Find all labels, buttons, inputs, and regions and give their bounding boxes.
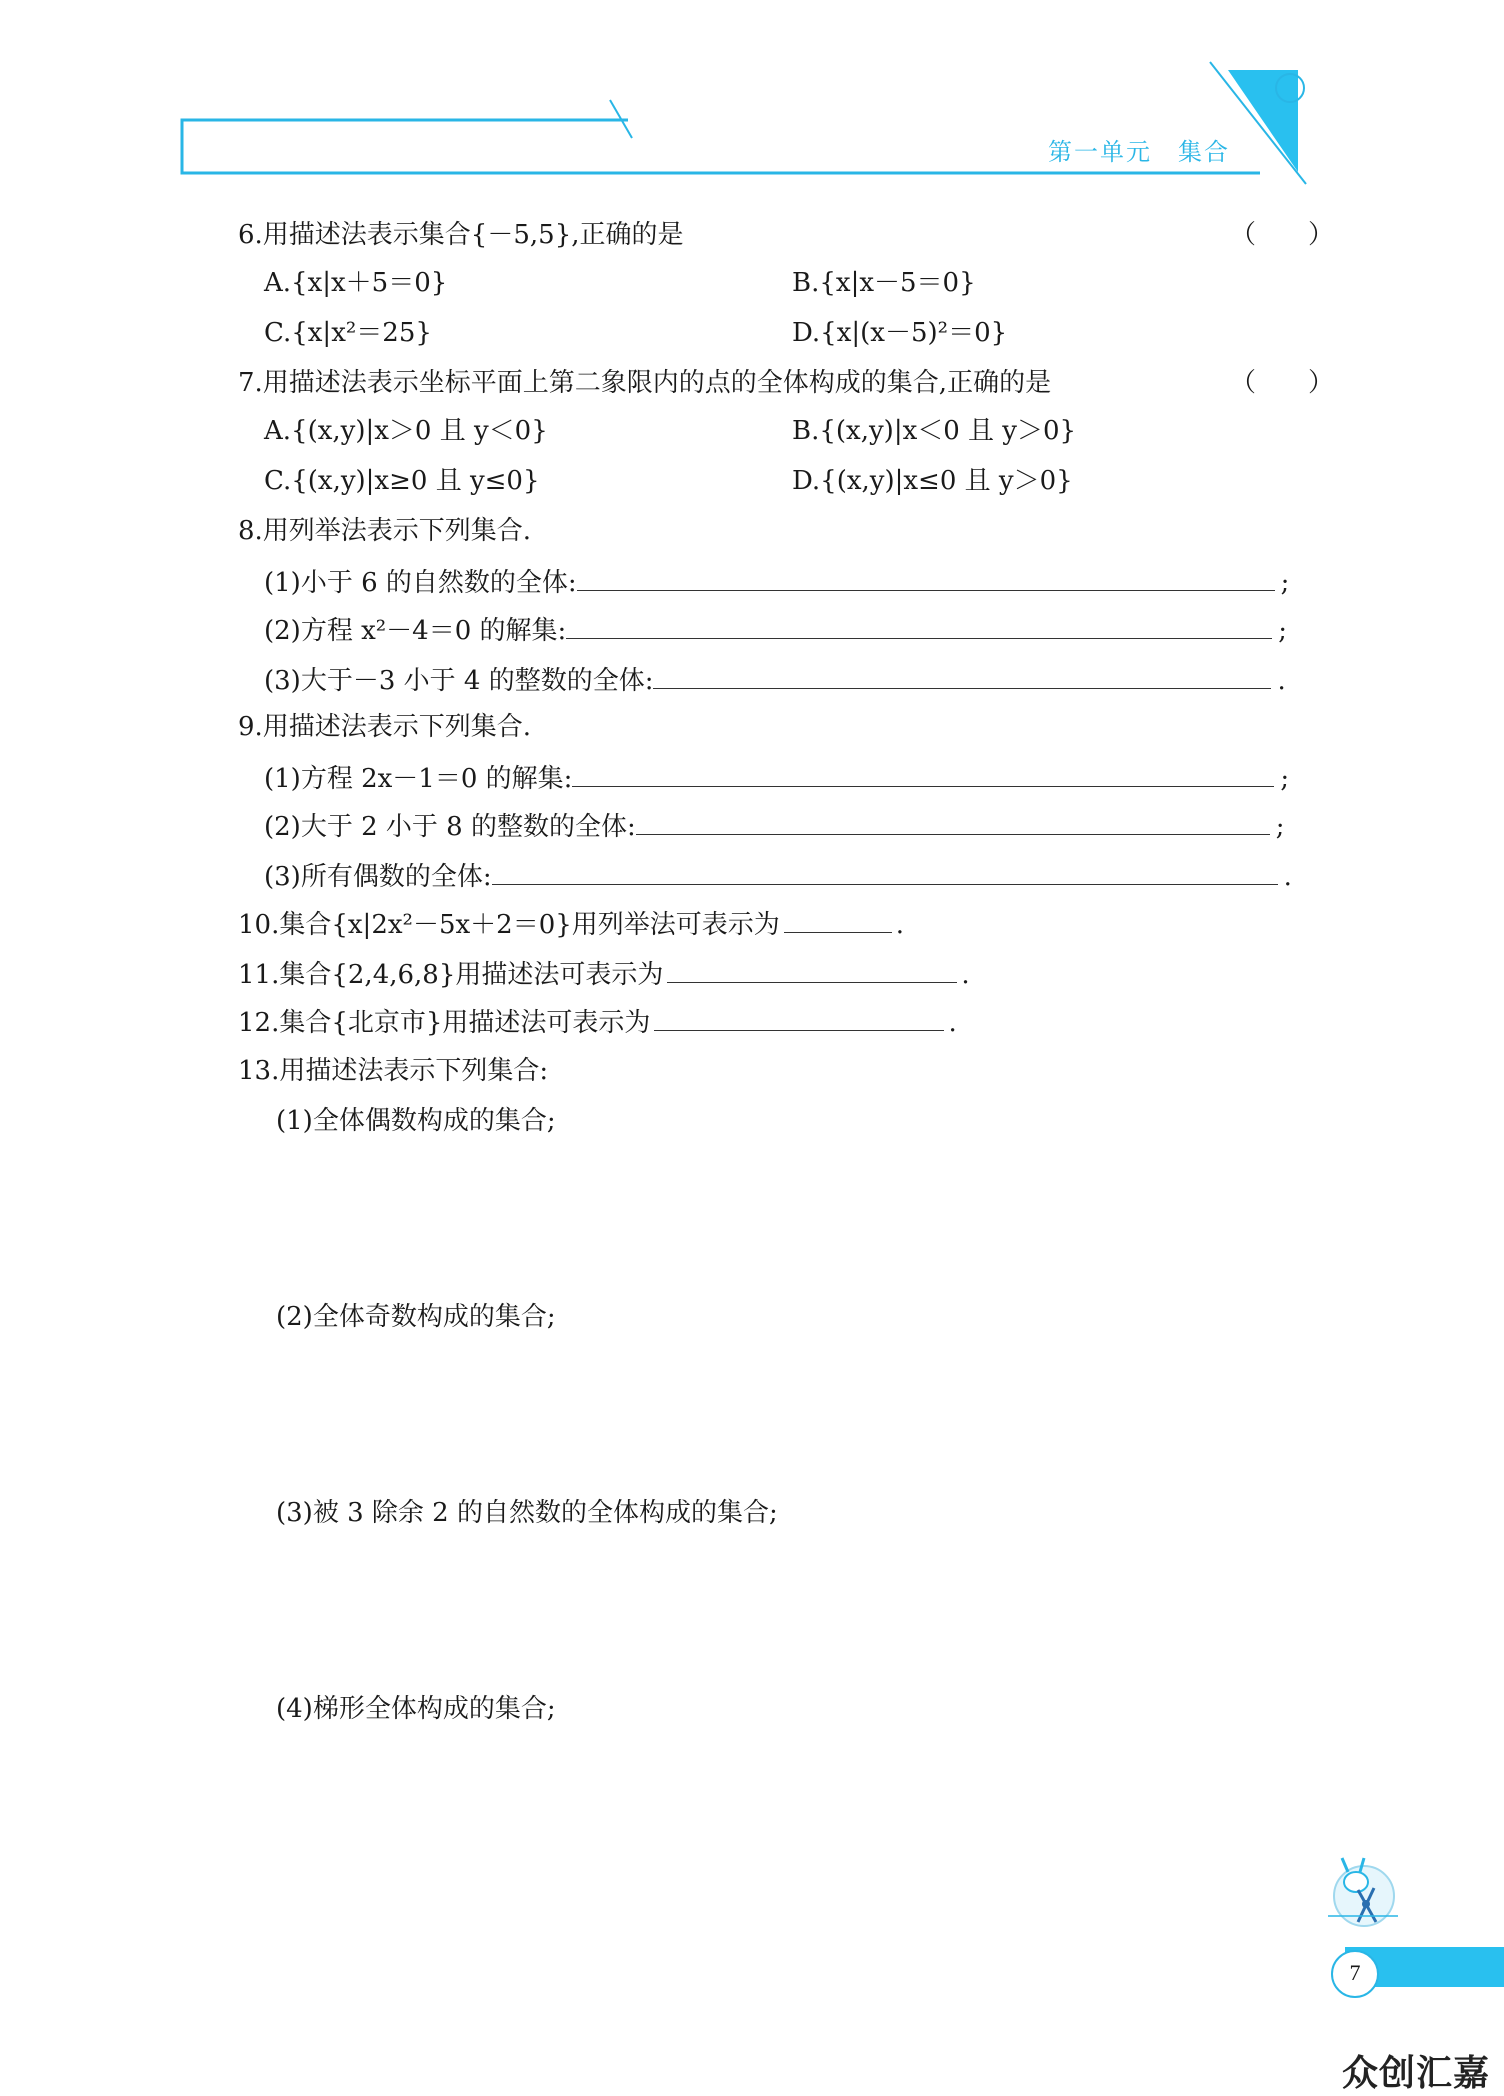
- q7-option-c: C.{(x,y)|x≥0 且 y≤0}: [264, 466, 540, 496]
- q9-part3-blank[interactable]: [492, 858, 1278, 885]
- q11-text: 11.集合{2,4,6,8}用描述法可表示为: [238, 960, 664, 990]
- q9-part2: [264, 808, 1285, 844]
- q11-period: .: [961, 960, 970, 990]
- header-corner-triangle: [1228, 70, 1298, 172]
- q6-option-b: B.{x|x－5＝0}: [792, 268, 976, 298]
- q8-part1-text: (1)小于 6 的自然数的全体:: [264, 568, 577, 598]
- q6-option-c: C.{x|x²＝25}: [264, 318, 432, 348]
- q8-part3-text: (3)大于－3 小于 4 的整数的全体:: [264, 666, 654, 696]
- q12-blank[interactable]: [654, 1004, 944, 1031]
- q13-part4: (4)梯形全体构成的集合;: [276, 1694, 556, 1724]
- q8-part2-blank[interactable]: [566, 612, 1272, 639]
- mascot-icon: [1318, 1852, 1402, 1936]
- q11: [238, 956, 970, 992]
- q13-part2: (2)全体奇数构成的集合;: [276, 1302, 556, 1332]
- q11-blank[interactable]: [667, 956, 957, 983]
- header-decoration: [0, 0, 1504, 200]
- q9-part1-semicolon: ;: [1280, 764, 1290, 794]
- q10: [238, 906, 904, 942]
- q12-period: .: [948, 1008, 957, 1038]
- watermark-logo: 众创汇嘉: [1342, 2053, 1491, 2094]
- q6-option-a: A.{x|x＋5＝0}: [264, 268, 448, 298]
- q13-stem: 13.用描述法表示下列集合:: [238, 1056, 549, 1086]
- q9-part1: [264, 760, 1289, 796]
- q10-period: .: [895, 910, 905, 940]
- q10-blank[interactable]: [784, 906, 892, 933]
- q13-part3: (3)被 3 除余 2 的自然数的全体构成的集合;: [276, 1498, 778, 1528]
- q9-part1-blank[interactable]: [572, 760, 1274, 787]
- q9-stem: 9.用描述法表示下列集合.: [238, 712, 532, 742]
- q10-text: 10.集合{x|2x²－5x＋2＝0}用列举法可表示为: [238, 910, 780, 940]
- q8-part3-period: .: [1277, 666, 1286, 696]
- q6-answer-paren: （ ）: [1230, 220, 1335, 250]
- q9-part2-semicolon: ;: [1275, 812, 1285, 842]
- q9-part2-text: (2)大于 2 小于 8 的整数的全体:: [264, 812, 636, 842]
- q7-answer-paren: （ ）: [1230, 368, 1335, 398]
- q7-option-b: B.{(x,y)|x＜0 且 y＞0}: [792, 416, 1077, 446]
- q7-option-d: D.{(x,y)|x≤0 且 y＞0}: [792, 466, 1073, 496]
- q8-part2-semicolon: ;: [1278, 616, 1288, 646]
- q8-part1: [264, 564, 1289, 600]
- q8-stem: 8.用列举法表示下列集合.: [238, 516, 532, 546]
- page-number: 7: [1331, 1950, 1379, 1998]
- q9-part2-blank[interactable]: [636, 808, 1270, 835]
- q8-part2-text: (2)方程 x²－4＝0 的解集:: [264, 616, 567, 646]
- q9-part3-text: (3)所有偶数的全体:: [264, 862, 492, 892]
- q13-part1: (1)全体偶数构成的集合;: [276, 1106, 556, 1136]
- q8-part3: [264, 662, 1286, 698]
- q6-stem: 6.用描述法表示集合{－5,5},正确的是: [238, 220, 684, 250]
- q7-stem: 7.用描述法表示坐标平面上第二象限内的点的全体构成的集合,正确的是: [238, 368, 1052, 398]
- q9-part1-text: (1)方程 2x－1＝0 的解集:: [264, 764, 573, 794]
- q8-part1-blank[interactable]: [577, 564, 1275, 591]
- q8-part1-semicolon: ;: [1280, 568, 1290, 598]
- unit-title: 第一单元 集合: [1048, 138, 1230, 166]
- q9-part3-period: .: [1283, 862, 1292, 892]
- q8-part2: [264, 612, 1287, 648]
- q8-part3-blank[interactable]: [653, 662, 1271, 689]
- q12-text: 12.集合{北京市}用描述法可表示为: [238, 1008, 651, 1038]
- q6-option-d: D.{x|(x－5)²＝0}: [792, 318, 1008, 348]
- q12: [238, 1004, 957, 1040]
- q9-part3: [264, 858, 1292, 894]
- q7-option-a: A.{(x,y)|x＞0 且 y＜0}: [264, 416, 548, 446]
